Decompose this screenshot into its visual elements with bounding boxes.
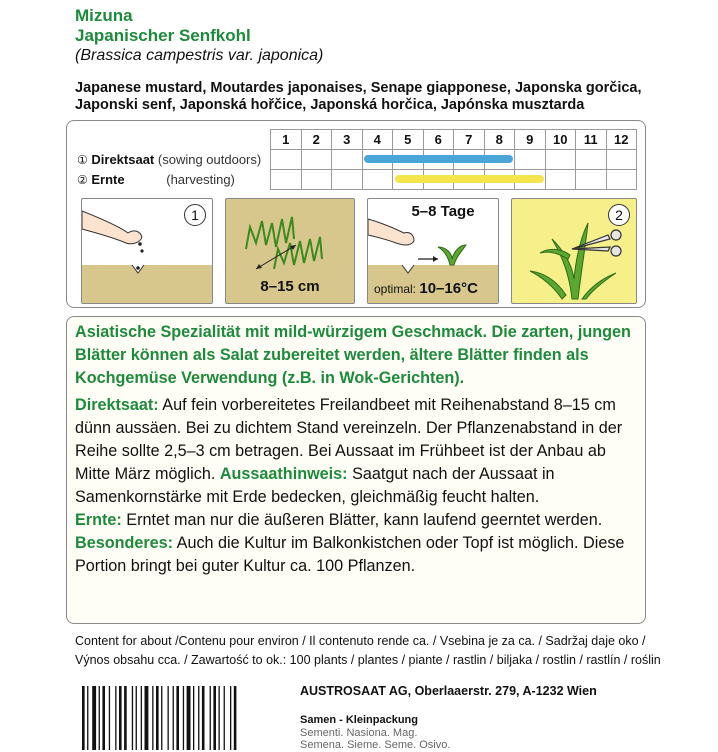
sowing-calendar [75, 129, 637, 190]
row-label: Direktsaat [91, 152, 155, 167]
harvest-period-bar [395, 175, 545, 183]
besonderes-label: Besonderes: [75, 534, 174, 552]
calendar-row-ernte [75, 170, 637, 190]
pack-line-2: Semena. Sieme. Seme. Osivo. [300, 739, 451, 751]
packaging-info [300, 714, 450, 752]
barcode-bar [202, 686, 205, 750]
germination-time: 5–8 Tage [411, 203, 475, 220]
spacing-illustration [225, 198, 355, 304]
barcode-bar [198, 686, 199, 750]
month-7: 7 [454, 130, 485, 150]
description-panel [66, 316, 646, 624]
month-10: 10 [545, 130, 576, 150]
barcode-bar [213, 686, 216, 750]
row-spacing-label: 8–15 cm [260, 278, 320, 295]
barcode-bar [210, 686, 211, 750]
besonderes-paragraph [75, 532, 641, 578]
row-label: Ernte [91, 172, 125, 187]
barcode-bar [115, 686, 116, 750]
germination-illustration [367, 198, 499, 304]
row-marker: ② [77, 173, 88, 187]
direktsaat-label: Direktsaat: [75, 396, 159, 414]
month-6: 6 [423, 130, 454, 150]
barcode-bar [187, 686, 191, 750]
ernte-paragraph [75, 509, 641, 532]
step-marker-1: 1 [184, 204, 206, 226]
barcode-bar [102, 686, 105, 750]
barcode-bar [176, 686, 179, 750]
barcode [80, 686, 280, 750]
barcode-bar [161, 686, 162, 750]
content-info [75, 632, 661, 670]
besonderes-text: Auch die Kultur im Balkonkistchen oder Topf ist möglich. Diese Portion bringt bei guter Kultur ca. 100 Pflanzen. [75, 534, 625, 575]
row-note: (harvesting) [166, 172, 235, 187]
month-9: 9 [515, 130, 546, 150]
barcode-bar [99, 686, 100, 750]
ernte-label: Ernte: [75, 511, 122, 529]
barcode-bar [219, 686, 220, 750]
month-1: 1 [271, 130, 302, 150]
aussaathinweis-text: Saatgut nach der Aussaat in Samenkornstärke mit Erde bedecken, gleichmäßig feucht halten. [75, 465, 555, 506]
month-12: 12 [606, 130, 637, 150]
barcode-bar [132, 686, 133, 750]
barcode-bar [124, 686, 127, 750]
month-3: 3 [332, 130, 363, 150]
barcode-bar [234, 686, 237, 750]
barcode-bar [82, 686, 85, 750]
month-4: 4 [362, 130, 393, 150]
row-note: (sowing outdoors) [157, 152, 262, 167]
optimal-temperature: 10–16°C [419, 280, 478, 297]
month-11: 11 [576, 130, 607, 150]
pack-title: Samen - Kleinpackung [300, 714, 418, 726]
barcode-bar [152, 686, 153, 750]
content-line-1: Content for about /Contenu pour environ / Il contenuto rende ca. / Vsebina je za ca. / Sadržaj daje oko / [75, 634, 646, 648]
barcode-bar [136, 686, 137, 750]
barcode-bar [224, 686, 225, 750]
barcode-bar [119, 686, 122, 750]
month-2: 2 [301, 130, 332, 150]
company-address: AUSTROSAAT AG, Oberlaaerstr. 279, A-1232 Wien [300, 684, 597, 698]
direktsaat-paragraph [75, 394, 641, 509]
ernte-text: Erntet man nur die äußeren Blätter, kann laufend geerntet werden. [121, 511, 603, 529]
barcode-bar [183, 686, 184, 750]
barcode-bar [230, 686, 231, 750]
barcode-bar [87, 686, 88, 750]
barcode-bar [156, 686, 159, 750]
intro-text: Asiatische Spezialität mit mild-würzigem Geschmack. Die zarten, jungen Blätter können als Salat zubereitet werden, ältere Blätter finden als Kochgemüse Verwendung (z.B. in Wok-Gerichten). [75, 323, 631, 387]
seedlings-icon [226, 199, 354, 279]
latin-name: (Brassica campestris var. japonica) [75, 47, 324, 64]
barcode-bar [141, 686, 142, 750]
calendar-row-direktsaat [75, 150, 637, 170]
barcode-bar [193, 686, 194, 750]
barcode-bar [92, 686, 96, 750]
sowing-period-bar [364, 155, 514, 163]
header [75, 6, 323, 66]
sowing-illustration [81, 198, 213, 304]
calendar-header-row [75, 130, 637, 150]
barcode-bar [173, 686, 174, 750]
optimal-label: optimal: [374, 282, 417, 296]
product-german-name: Japanischer Senfkohl [75, 26, 251, 45]
harvest-illustration [511, 198, 637, 304]
row-marker: ① [77, 153, 88, 167]
barcode-bar [109, 686, 110, 750]
aussaathinweis-label: Aussaathinweis: [219, 465, 348, 483]
direktsaat-text: Auf fein vorbereitetes Freilandbeet mit Reihenabstand 8–15 cm dünn aussäen. Bei zu dichtem Stand vereinzeln. Der Pflanzenabstand in der Reihe sollte 2,5–3 cm betragen. Bei Aussaat im Frühbeet ist der Anbau ab Mitte März möglich. [75, 396, 623, 483]
step-marker-2: 2 [608, 204, 630, 226]
content-line-2: Výnos obsahu cca. / Zawartość to ok.: 100 plants / plantes / piante / rastlin / biljaka / rostlin / rastlín / roślin [75, 653, 661, 667]
product-name: Mizuna [75, 6, 133, 25]
translations-line-1: Japanese mustard, Moutardes japonaises, Senape giapponese, Japonska gorčica, [75, 80, 642, 96]
calendar-panel [66, 120, 646, 308]
translations-line-2: Japonski senf, Japonská hořčice, Japonská horčica, Japónska musztarda [75, 97, 585, 113]
pack-line-1: Sementi. Nasiona. Mag. [300, 726, 418, 739]
month-5: 5 [393, 130, 424, 150]
barcode-bar [168, 686, 169, 750]
translated-names [75, 80, 642, 114]
barcode-bar [145, 686, 149, 750]
month-8: 8 [484, 130, 515, 150]
